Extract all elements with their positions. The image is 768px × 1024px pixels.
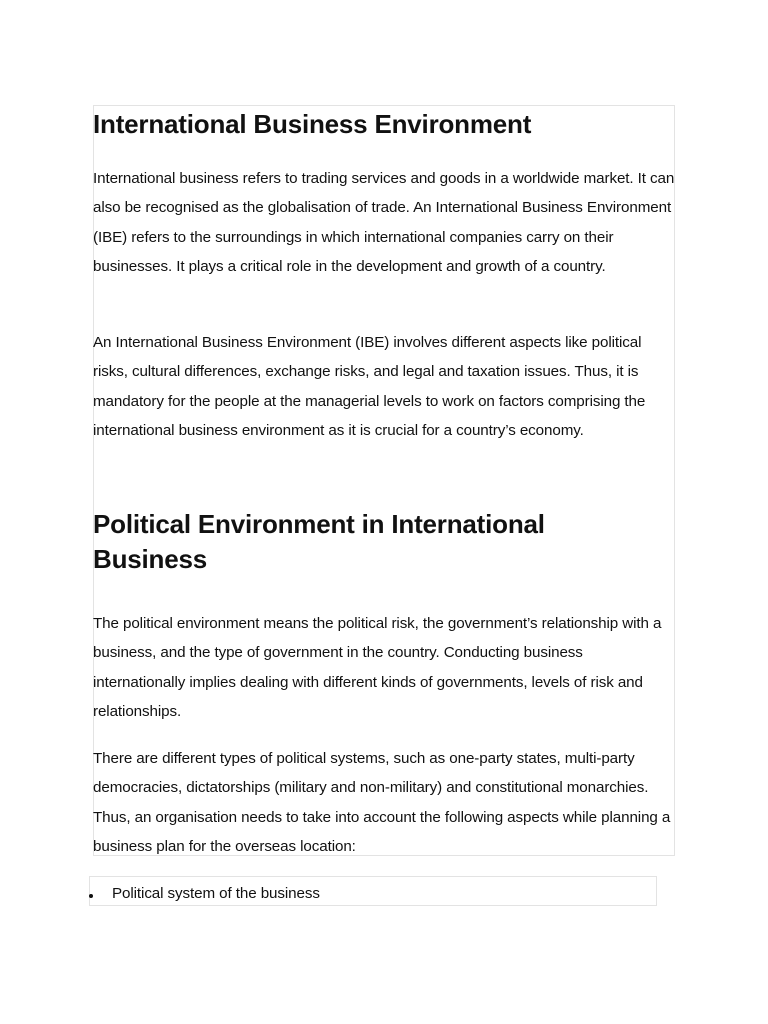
list-item: Political system of the business (112, 885, 320, 902)
political-environment-paragraph: The political environment means the political risk, the government’s relationship with a business, and the type of government in the country. Conducting business internationally implies dealing with different kinds of governments, levels of risk and relationships. (93, 615, 662, 720)
intro-paragraph: International business refers to trading services and goods in a worldwide market. It can also be recognised as the globalisation of trade. An International Business Environment (IBE) refers to the surroundings in which international companies carry on their businesses. It plays a critical role in the development and growth of a country. (93, 170, 675, 275)
ibe-aspects-paragraph: An International Business Environment (IBE) involves different aspects like political risks, cultural differences, exchange risks, and legal and taxation issues. Thus, it is mandatory for the people at the managerial levels to work on factors comprising the international business environment as it is crucial for a country’s economy. (93, 334, 646, 439)
political-systems-paragraph: There are different types of political systems, such as one-party states, multi-party democracies, dictatorships (military and non-military) and constitutional monarchies. Thus, an organisation needs to take into account the following aspects while planning a business plan for the overseas location: (93, 750, 671, 855)
section-heading-political: Political Environment in International Business (93, 509, 545, 574)
bullet-icon (89, 894, 93, 898)
page-title: International Business Environment (93, 109, 532, 139)
